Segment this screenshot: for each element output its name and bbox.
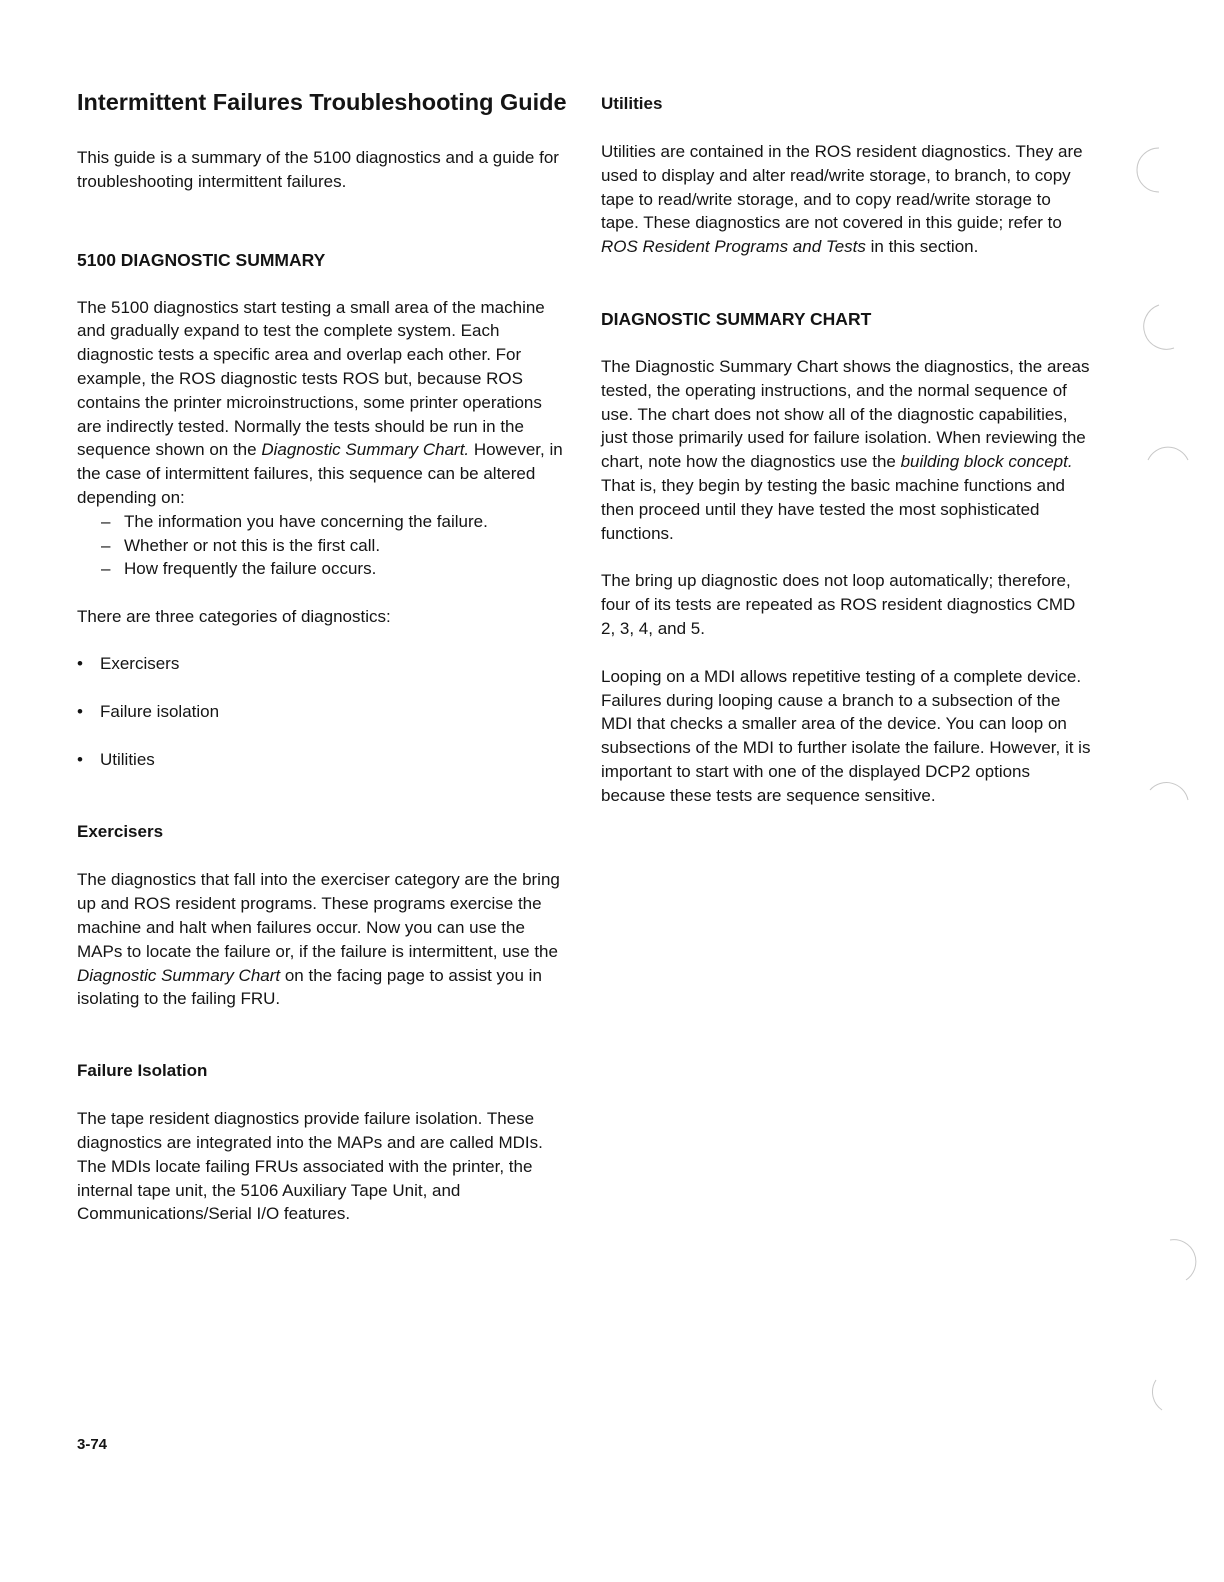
list-item: – How frequently the failure occurs. — [101, 559, 377, 579]
categories-intro: There are three categories of diagnostics: — [77, 607, 391, 627]
diagnostic-summary-chart-heading: DIAGNOSTIC SUMMARY CHART — [601, 308, 872, 329]
hole-mark — [1144, 305, 1174, 349]
diagnostic-summary-paragraph — [77, 296, 567, 510]
hole-mark — [1153, 1380, 1162, 1410]
list-item: – Whether or not this is the first call. — [101, 535, 381, 555]
utilities-text-italic: ROS Resident Programs and Tests — [601, 237, 866, 257]
intro-paragraph: This guide is a summary of the 5100 diagnostics and a guide for troubleshooting intermittent failures. — [77, 148, 559, 191]
left-column — [77, 88, 567, 1226]
looping-paragraph: Looping on a MDI allows repetitive testing of a complete device. Failures during looping cause a branch to a subsection of the MDI that checks a smaller area of the device. You can loop on subsections of the MDI to further isolate the failure. However, it is important to start with one of the displayed DCP2 options because these tests are sequence sensitive. — [601, 666, 1091, 805]
exercisers-text-start: The diagnostics that fall into the exerciser category are the bring up and ROS resident programs. These programs exercise the machine and halt when failures occur. Now you can use the MAPs to locate the failure or, if the failure is intermittent, use the — [77, 870, 560, 961]
failure-isolation-paragraph: The tape resident diagnostics provide failure isolation. These diagnostics are integrated into the MAPs and are called MDIs. The MDIs locate failing FRUs associated with the printer, the internal tape unit, the 5106 Auxiliary Tape Unit, and Communications/Serial I/O features. — [77, 1109, 543, 1224]
page-title: Intermittent Failures Troubleshooting Guide — [77, 89, 567, 115]
list-item: • Utilities — [77, 749, 155, 769]
exercisers-text-italic: Diagnostic Summary Chart — [77, 965, 281, 985]
utilities-paragraph — [601, 140, 1091, 259]
diagnostic-summary-heading: 5100 DIAGNOSTIC SUMMARY — [77, 249, 326, 270]
list-item: • Failure isolation — [77, 701, 220, 721]
chart-paragraph — [601, 355, 1091, 545]
chart-text-italic: building block concept. — [900, 452, 1073, 472]
chart-text-end: That is, they begin by testing the basic machine functions and then proceed until they have tested the most sophisticated functions. — [601, 475, 1065, 543]
conditions-list — [77, 510, 567, 581]
exercisers-heading: Exercisers — [77, 822, 164, 842]
utilities-heading: Utilities — [601, 94, 663, 113]
chart-text-start: The Diagnostic Summary Chart shows the diagnostics, the areas tested, the operating instructions, and the normal sequence of use. The chart does not show all of the diagnostic capabilities, just those primarily used for failure isolation. When reviewing the chart, note how the diagnostics use the — [601, 356, 1090, 472]
hole-mark — [1148, 447, 1188, 460]
hole-mark — [1150, 783, 1188, 800]
hole-mark — [1137, 148, 1159, 192]
list-item: – The information you have concerning the failure. — [101, 511, 488, 531]
summary-text-start: The 5100 diagnostics start testing a small area of the machine and gradually expand to test the complete system. Each diagnostic tests a specific area and overlap each other. For example, the ROS diagnostic tests ROS but, because ROS contains the printer microinstructions, some printer operations are indirectly tested. Normally the tests should be run in the sequence shown on the — [77, 297, 545, 460]
summary-text-end: However, in the case of intermittent failures, this sequence can be altered depending on: — [77, 440, 563, 507]
failure-isolation-heading: Failure Isolation — [77, 1061, 208, 1081]
utilities-text-end: in this section. — [865, 237, 979, 257]
exercisers-paragraph — [77, 868, 567, 1011]
list-item: • Exercisers — [77, 653, 180, 673]
exercisers-text-end: on the facing page to assist you in isolating to the failing FRU. — [77, 965, 542, 1009]
bring-up-paragraph: The bring up diagnostic does not loop automatically; therefore, four of its tests are repeated as ROS resident diagnostics CMD 2, 3, 4, and 5. — [601, 571, 1076, 638]
summary-text-italic: Diagnostic Summary Chart. — [261, 440, 470, 460]
binder-hole-marks — [1104, 0, 1224, 1582]
page-number: 3-74 — [77, 1436, 108, 1453]
categories-list — [77, 652, 567, 771]
utilities-text-start: Utilities are contained in the ROS resident diagnostics. They are used to display and alter read/write storage, to branch, to copy tape to read/write storage, and to copy read/write storage to tape. These diagnostics are not covered in this guide; refer to — [601, 142, 1083, 233]
hole-mark — [1170, 1240, 1196, 1280]
right-column — [601, 92, 1091, 808]
